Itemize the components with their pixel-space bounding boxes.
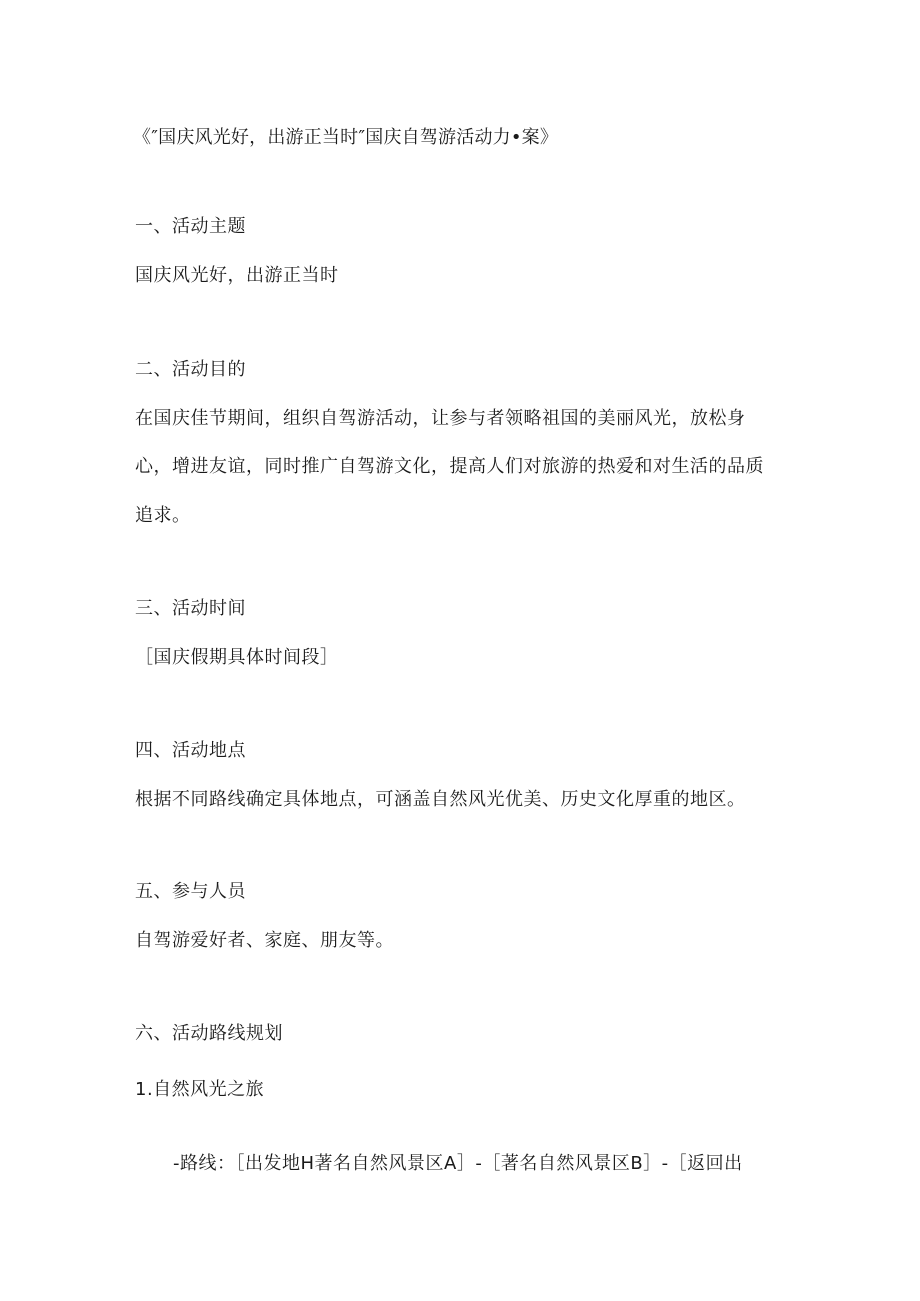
section-heading-time: 三、活动时间 xyxy=(135,598,246,619)
section-heading-participants: 五、参与人员 xyxy=(135,881,246,902)
section-heading-purpose: 二、活动目的 xyxy=(135,359,246,380)
section-body-purpose-line-3: 追求。 xyxy=(135,505,191,526)
section-body-theme: 国庆风光好，出游正当时 xyxy=(135,265,339,286)
section-body-location: 根据不同路线确定具体地点，可涵盖自然风光优美、历史文化厚重的地区。 xyxy=(135,789,746,810)
section-heading-route-planning: 六、活动路线规划 xyxy=(135,1023,283,1044)
subsection-nature-tour: 1.自然风光之旅 xyxy=(135,1079,265,1100)
section-heading-theme: 一、活动主题 xyxy=(135,216,246,237)
section-body-participants: 自驾游爱好者、家庭、朋友等。 xyxy=(135,930,394,951)
section-body-time: ［国庆假期具体时间段］ xyxy=(135,647,339,668)
document-title: 《″国庆风光好，出游正当时″国庆自驾游活动力•案》 xyxy=(133,127,559,148)
section-body-purpose-line-1: 在国庆佳节期间，组织自驾游活动，让参与者领略祖国的美丽风光，放松身 xyxy=(135,408,746,429)
route-line: -路线：［出发地H著名自然风景区A］-［著名自然风景区B］-［返回出 xyxy=(173,1153,743,1174)
section-heading-location: 四、活动地点 xyxy=(135,740,246,761)
section-body-purpose-line-2: 心，增进友谊，同时推广自驾游文化，提高人们对旅游的热爱和对生活的品质 xyxy=(135,456,764,477)
